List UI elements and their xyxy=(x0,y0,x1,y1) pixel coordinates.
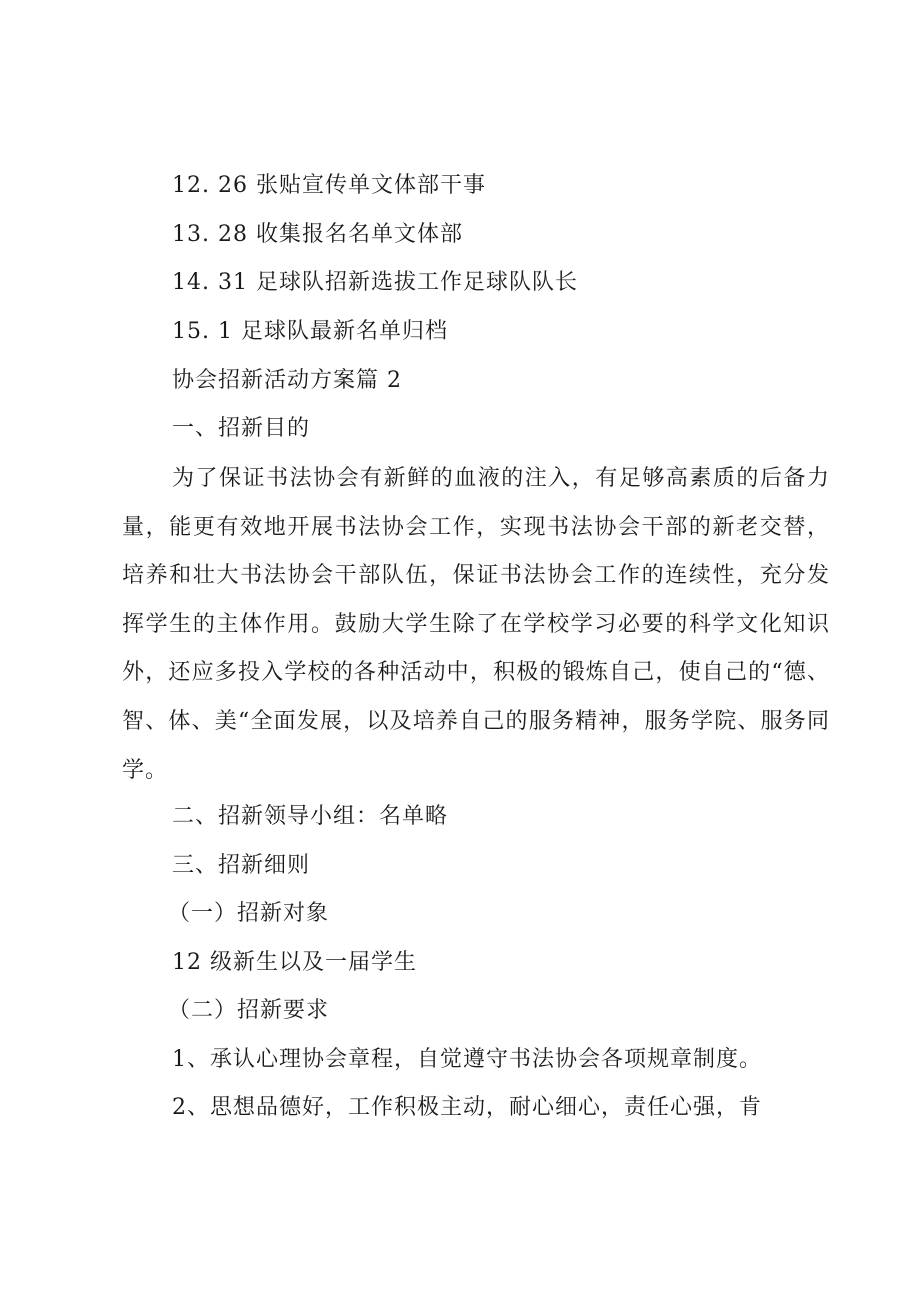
heading-leadership: 二、招新领导小组：名单略 xyxy=(172,804,449,829)
subheading-target: （一）招新对象 xyxy=(168,901,330,926)
schedule-item-15: 15. 1 足球队最新名单归档 xyxy=(172,319,448,344)
requirement-2: 2、思想品德好，工作积极主动，耐心细心，责任心强，肯 xyxy=(172,1095,762,1120)
heading-details: 三、招新细则 xyxy=(172,853,311,878)
schedule-item-13: 13. 28 收集报名名单文体部 xyxy=(172,222,463,247)
schedule-item-12: 12. 26 张贴宣传单文体部干事 xyxy=(172,173,486,198)
subheading-requirements: （二）招新要求 xyxy=(168,998,330,1023)
section-title: 协会招新活动方案篇 2 xyxy=(172,368,402,393)
purpose-paragraph: 为了保证书法协会有新鲜的血液的注入，有足够高素质的后备力量，能更有效地开展书法协会工作，实现书法协会干部的新老交替，培养和壮大书法协会干部队伍，保证书法协会工作的连续性，充分发挥学生的主体作用。鼓励大学生除了在学校学习必要的科学文化知识外，还应多投入学校的各种活动中，积极的锻炼自己，使自己的“德、智、体、美“全面发展，以及培养自己的服务精神，服务学院、服务同学。 xyxy=(122,466,830,783)
requirement-1: 1、承认心理协会章程，自觉遵守书法协会各项规章制度。 xyxy=(172,1047,762,1072)
schedule-item-14: 14. 31 足球队招新选拔工作足球队队长 xyxy=(172,270,578,295)
target-text: 12 级新生以及一届学生 xyxy=(172,950,417,975)
heading-purpose: 一、招新目的 xyxy=(172,416,311,441)
